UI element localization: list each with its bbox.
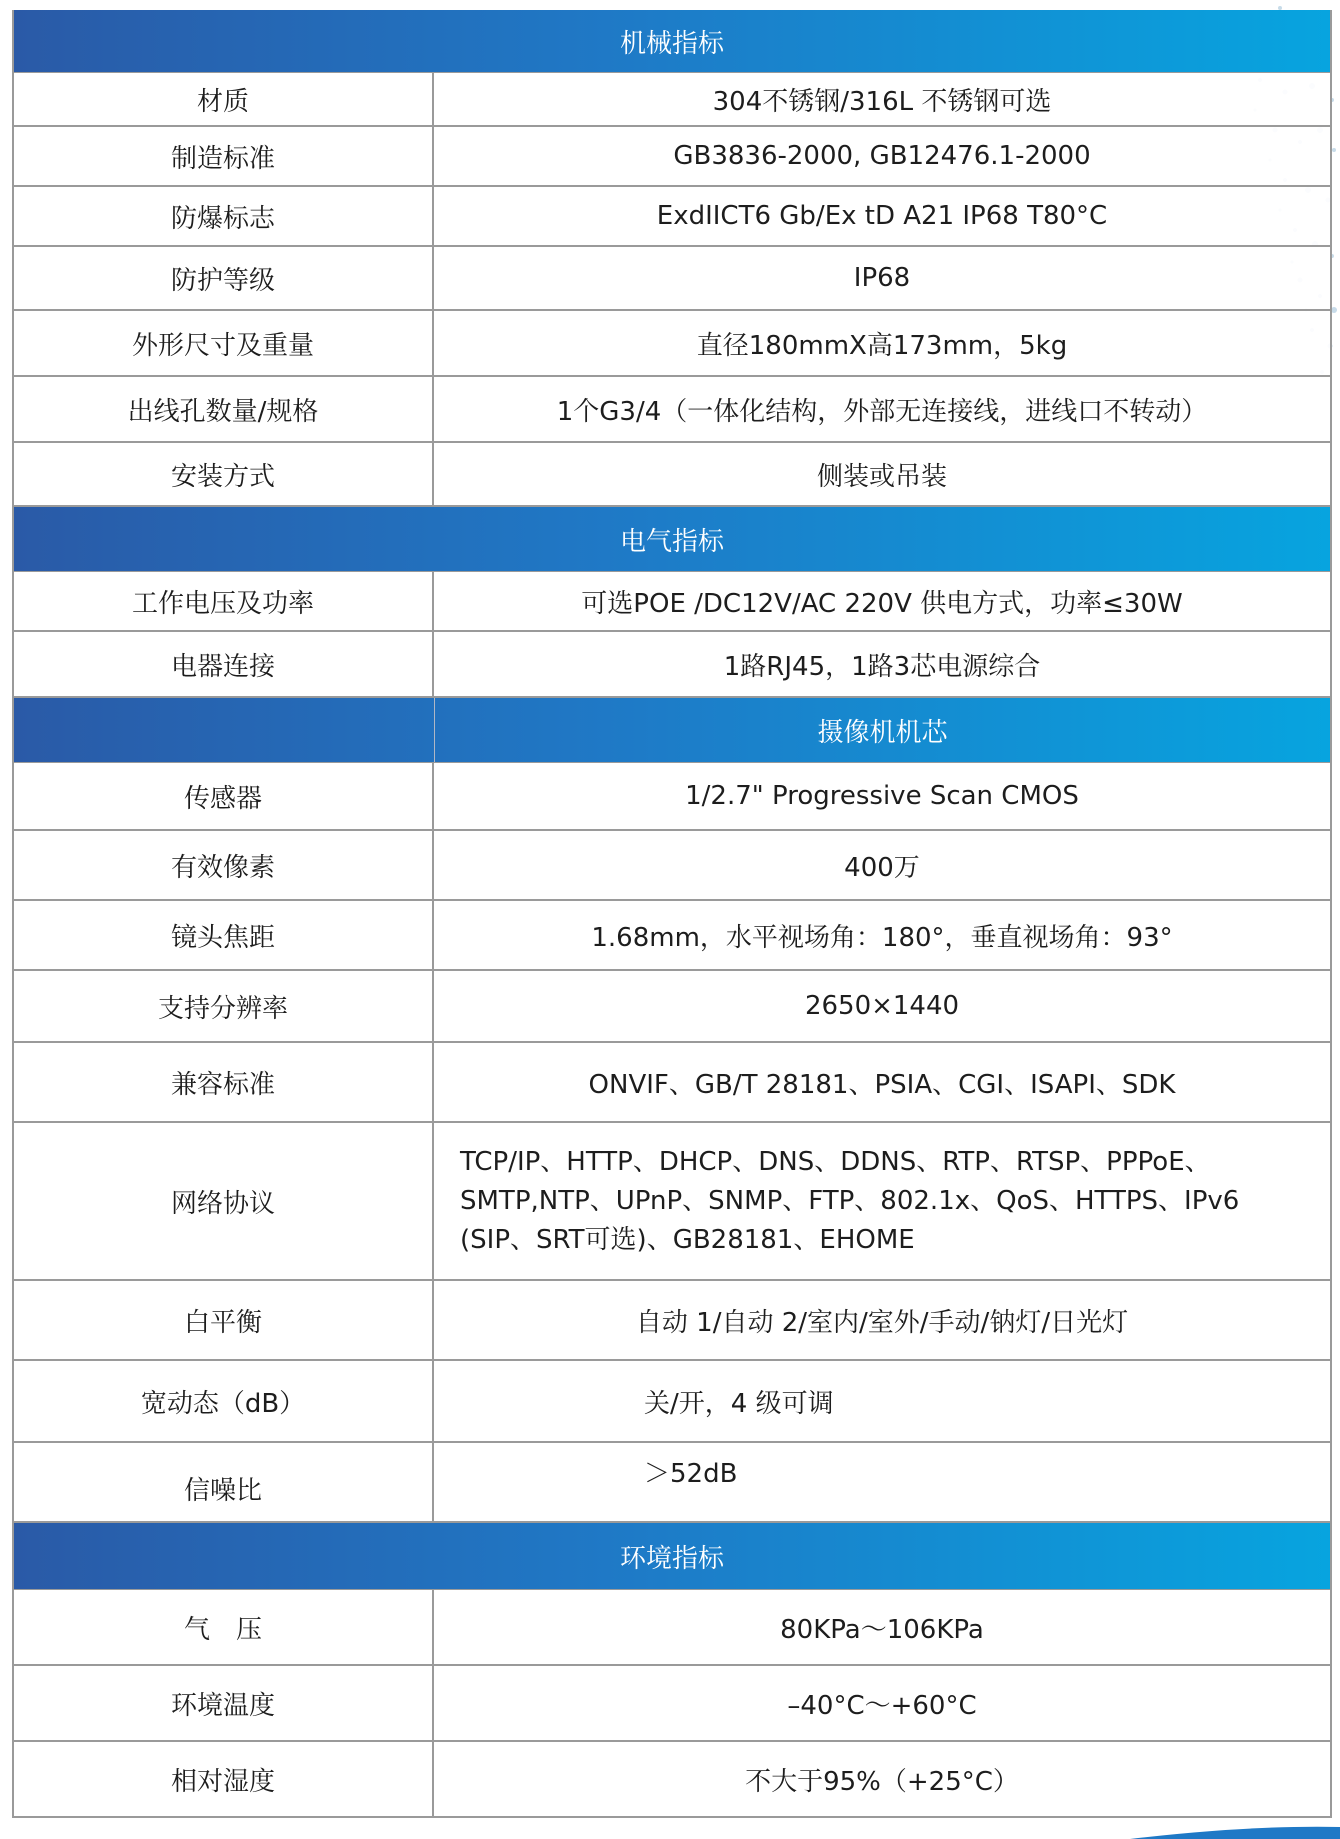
table-row: [14, 187, 1330, 247]
row-value: 1路RJ45，1路3芯电源综合: [723, 651, 1041, 682]
section-title: 机械指标: [619, 28, 724, 59]
header-label-cell: [14, 698, 435, 762]
bottom-swoosh-decoration: [1130, 1825, 1340, 1839]
table-row: [14, 901, 1330, 971]
row-value: TCP/IP、HTTP、DHCP、DNS、DDNS、RTP、RTSP、PPPoE、SMTP,NTP、UPnP、SNMP、FTP、802.1x、QoS、HTTPS、IPv6 (SIP、SRT可选)、GB28181、EHOME: [460, 1146, 1240, 1255]
section-header-camera: [14, 698, 1330, 763]
table-row: [14, 1742, 1330, 1818]
table-row: [14, 632, 1330, 698]
table-row: [14, 311, 1330, 377]
row-label: 电器连接: [14, 632, 434, 696]
row-label: 气 压: [14, 1590, 434, 1664]
row-label: 宽动态（dB）: [14, 1361, 434, 1441]
row-value: 关/开，4 级可调: [644, 1388, 834, 1419]
table-row: [14, 1361, 1330, 1443]
row-label: 支持分辨率: [14, 971, 434, 1041]
row-value: 1个G3/4（一体化结构，外部无连接线，进线口不转动）: [556, 396, 1208, 427]
row-value: ExdIICT6 Gb/Ex tD A21 IP68 T80°C: [656, 201, 1108, 231]
section-title: 环境指标: [619, 1543, 724, 1574]
row-value: GB3836-2000, GB12476.1-2000: [673, 141, 1091, 171]
row-label: 传感器: [14, 763, 434, 829]
row-label: 制造标准: [14, 127, 434, 185]
table-row: [14, 1043, 1330, 1123]
row-label: 安装方式: [14, 443, 434, 505]
row-value: 直径180mmX高173mm，5kg: [696, 330, 1068, 361]
row-value: ＞52dB: [644, 1459, 738, 1489]
row-value: 可选POE /DC12V/AC 220V 供电方式，功率≤30W: [581, 588, 1183, 619]
row-label: 信噪比: [14, 1443, 434, 1521]
table-row: [14, 377, 1330, 443]
row-value: 400万: [844, 852, 920, 883]
row-value: 1.68mm，水平视场角：180°，垂直视场角：93°: [591, 922, 1173, 953]
section-header-environment: [14, 1523, 1330, 1590]
table-row: [14, 831, 1330, 901]
row-label: 防爆标志: [14, 187, 434, 245]
row-label: 兼容标准: [14, 1043, 434, 1121]
spec-table: [12, 10, 1332, 1818]
row-value: 自动 1/自动 2/室内/室外/手动/钠灯/日光灯: [635, 1307, 1129, 1338]
row-value: –40°C～+60°C: [787, 1690, 977, 1721]
row-value: 不大于95%（+25°C）: [745, 1766, 1019, 1797]
row-label: 出线孔数量/规格: [14, 377, 434, 441]
table-row: [14, 1666, 1330, 1742]
table-row: [14, 73, 1330, 127]
row-label: 工作电压及功率: [14, 572, 434, 630]
section-title: 电气指标: [619, 526, 724, 557]
header-value-cell: [435, 698, 1330, 762]
section-header-mechanical: [14, 10, 1330, 73]
row-value: 80KPa～106KPa: [780, 1614, 984, 1645]
row-label: 白平衡: [14, 1281, 434, 1359]
row-label: 材质: [14, 73, 434, 125]
table-row: [14, 1443, 1330, 1523]
section-header-electrical: [14, 507, 1330, 572]
table-row: [14, 443, 1330, 507]
table-row: [14, 127, 1330, 187]
table-row: [14, 572, 1330, 632]
row-value: 304不锈钢/316L 不锈钢可选: [712, 86, 1052, 117]
row-label: 环境温度: [14, 1666, 434, 1740]
table-row: [14, 1123, 1330, 1281]
row-value: 侧装或吊装: [816, 461, 947, 492]
row-value: 2650×1440: [804, 991, 960, 1021]
row-label: 外形尺寸及重量: [14, 311, 434, 375]
row-label: 有效像素: [14, 831, 434, 899]
table-row: [14, 1590, 1330, 1666]
table-row: [14, 247, 1330, 311]
row-value: IP68: [853, 263, 911, 293]
row-label: 网络协议: [14, 1123, 434, 1279]
row-value: ONVIF、GB/T 28181、PSIA、CGI、ISAPI、SDK: [588, 1069, 1176, 1100]
table-row: [14, 971, 1330, 1043]
row-label: 防护等级: [14, 247, 434, 309]
row-label: 相对湿度: [14, 1742, 434, 1816]
table-row: [14, 763, 1330, 831]
row-label: 镜头焦距: [14, 901, 434, 969]
row-value: 1/2.7" Progressive Scan CMOS: [685, 781, 1079, 811]
section-title: 摄像机机芯: [817, 717, 948, 748]
table-row: [14, 1281, 1330, 1361]
